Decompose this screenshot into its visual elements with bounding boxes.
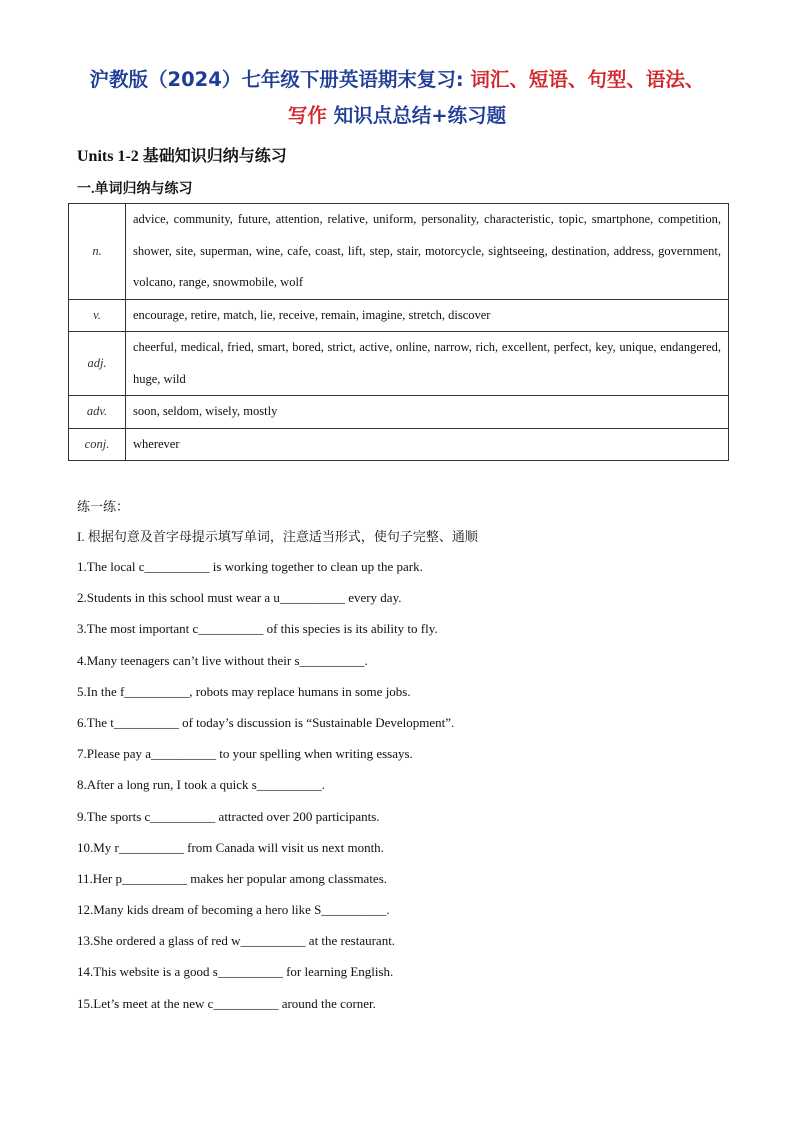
question-text-end: every day. bbox=[344, 590, 402, 606]
answer-blank[interactable]: __________ bbox=[122, 870, 188, 886]
question-text: 6.The t bbox=[77, 714, 114, 730]
table-row bbox=[69, 299, 729, 332]
question-list bbox=[77, 557, 454, 1025]
question-item bbox=[77, 744, 454, 775]
question-text-end: around the corner. bbox=[278, 995, 376, 1011]
answer-blank[interactable]: __________ bbox=[321, 902, 387, 918]
question-text: 7.Please pay a bbox=[77, 746, 152, 762]
table-row bbox=[69, 428, 729, 461]
question-item bbox=[77, 713, 454, 744]
question-text-end: attracted over 200 participants. bbox=[215, 808, 380, 824]
table-row bbox=[69, 204, 729, 300]
title-line-2 bbox=[60, 98, 734, 134]
vocabulary-table bbox=[68, 203, 729, 461]
question-text: 13.She ordered a glass of red w bbox=[77, 933, 241, 949]
answer-blank[interactable]: __________ bbox=[213, 995, 279, 1011]
part-of-speech-cell: n. bbox=[69, 204, 126, 300]
part-of-speech-cell: v. bbox=[69, 299, 126, 332]
question-item bbox=[77, 962, 454, 993]
question-text: 12.Many kids dream of becoming a hero like S bbox=[77, 902, 322, 918]
title-red-part: 词汇、短语、句型、语法、 bbox=[470, 68, 705, 91]
table-row bbox=[69, 396, 729, 429]
answer-blank[interactable]: __________ bbox=[113, 714, 179, 730]
table-row bbox=[69, 332, 729, 396]
practice-label: 练一练： bbox=[77, 499, 130, 514]
title-line-1 bbox=[60, 62, 734, 98]
section-heading: 一.单词归纳与练习 bbox=[77, 182, 193, 197]
word-list-cell: wherever bbox=[126, 428, 729, 461]
question-item bbox=[77, 775, 454, 806]
question-text-end: from Canada will visit us next month. bbox=[183, 839, 384, 855]
answer-blank[interactable]: __________ bbox=[124, 683, 190, 699]
question-item bbox=[77, 838, 454, 869]
answer-blank[interactable]: __________ bbox=[299, 652, 365, 668]
part-of-speech-cell: adj. bbox=[69, 332, 126, 396]
question-text-end: for learning English. bbox=[282, 964, 394, 980]
question-text-end: of today’s discussion is “Sustainable Development”. bbox=[178, 714, 455, 730]
question-text-end: at the restaurant. bbox=[305, 933, 396, 949]
question-text: 4.Many teenagers can’t live without their s bbox=[77, 652, 300, 668]
question-item bbox=[77, 869, 454, 900]
question-text: 11.Her p bbox=[77, 870, 123, 886]
question-text: 10.My r bbox=[77, 839, 119, 855]
exercise-instruction: I. 根据句意及首字母提示填写单词，注意适当形式，使句子完整、通顺 bbox=[77, 529, 478, 544]
question-item bbox=[77, 807, 454, 838]
part-of-speech-cell: adv. bbox=[69, 396, 126, 429]
word-list-cell: advice, community, future, attention, relative, uniform, personality, characteristic, topic, smartphone, competition, shower, site, superman, wine, cafe, coast, lift, step, stair, motorcycle, sightseeing, destination, address, government, volcano, range, snowmobile, wolf bbox=[126, 204, 729, 300]
question-text-end: is working together to clean up the park. bbox=[209, 559, 423, 574]
question-text: 3.The most important c bbox=[77, 621, 199, 637]
question-text-end: . bbox=[321, 777, 326, 793]
question-text: 8.After a long run, I took a quick s bbox=[77, 777, 257, 793]
question-text-end: makes her popular among classmates. bbox=[187, 870, 388, 886]
question-text: 5.In the f bbox=[77, 683, 125, 699]
answer-blank[interactable]: __________ bbox=[240, 933, 306, 949]
answer-blank[interactable]: __________ bbox=[256, 777, 322, 793]
question-text-end: of this species is its ability to fly. bbox=[263, 621, 438, 637]
title-blue-part: 沪教版（2024）七年级下册英语期末复习: bbox=[89, 68, 464, 91]
question-text: 14.This website is a good s bbox=[77, 964, 218, 980]
question-text-end: to your spelling when writing essays. bbox=[216, 746, 413, 762]
question-text: 2.Students in this school must wear a u bbox=[77, 590, 280, 606]
question-item bbox=[77, 900, 454, 931]
document-title bbox=[60, 62, 734, 134]
answer-blank[interactable]: __________ bbox=[151, 746, 217, 762]
title-red-part-2: 写作 bbox=[287, 104, 327, 127]
word-list-cell: soon, seldom, wisely, mostly bbox=[126, 396, 729, 429]
answer-blank[interactable]: __________ bbox=[279, 590, 345, 606]
question-item bbox=[77, 682, 454, 713]
question-text: 15.Let’s meet at the new c bbox=[77, 995, 214, 1011]
question-item bbox=[77, 994, 454, 1025]
question-text-end: . bbox=[364, 652, 368, 668]
question-text: 9.The sports c bbox=[77, 808, 151, 824]
answer-blank[interactable]: __________ bbox=[217, 964, 283, 980]
word-list-cell: cheerful, medical, fried, smart, bored, strict, active, online, narrow, rich, excellent, perfect, key, unique, endangered, huge, wild bbox=[126, 332, 729, 396]
question-item bbox=[77, 557, 454, 588]
answer-blank[interactable]: __________ bbox=[118, 839, 184, 855]
answer-blank[interactable]: __________ bbox=[150, 808, 216, 824]
question-item bbox=[77, 651, 454, 682]
answer-blank[interactable]: __________ bbox=[198, 621, 264, 637]
question-text-end: , robots may replace humans in some jobs. bbox=[189, 683, 411, 699]
question-item bbox=[77, 588, 454, 619]
unit-heading: Units 1-2 基础知识归纳与练习 bbox=[77, 148, 287, 165]
word-list-cell: encourage, retire, match, lie, receive, remain, imagine, stretch, discover bbox=[126, 299, 729, 332]
question-item bbox=[77, 619, 454, 650]
question-text-end: . bbox=[386, 902, 390, 918]
question-item bbox=[77, 931, 454, 962]
title-blue-part-2: 知识点总结+练习题 bbox=[333, 104, 507, 127]
part-of-speech-cell: conj. bbox=[69, 428, 126, 461]
answer-blank[interactable]: __________ bbox=[144, 559, 210, 574]
question-text: 1.The local c bbox=[77, 559, 145, 574]
